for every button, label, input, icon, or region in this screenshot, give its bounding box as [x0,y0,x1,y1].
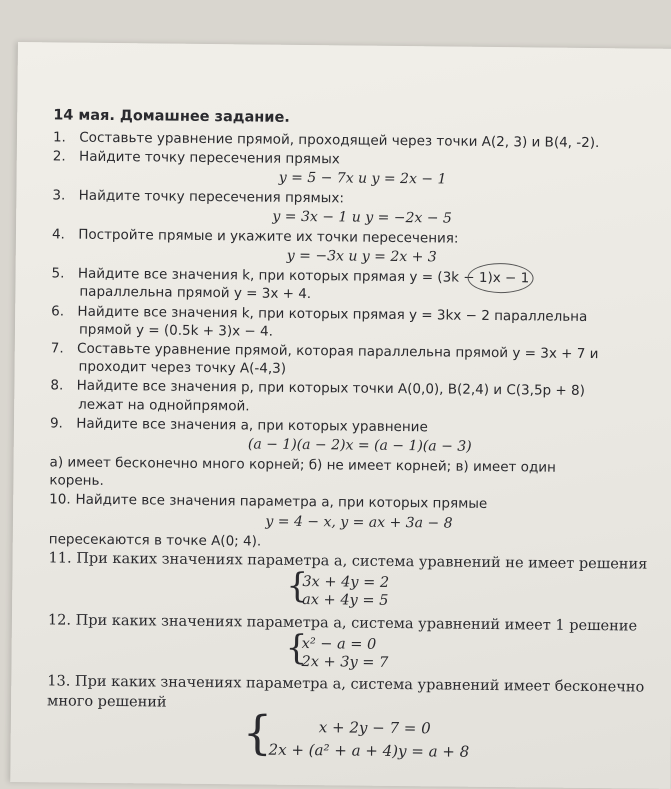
task-text: Найдите все значения p, при которых точки A(0,0), B(2,4) и C(3,5p + 8) [76,378,585,400]
task-text: Найдите точку пересечения прямых: [78,187,344,207]
task-number: 6. [51,302,65,320]
task-text-continued: а) имеет бесконечно много корней; б) не имеет корней; в) имеет один [49,454,556,476]
equation-line: ax + 4y = 5 [302,592,389,610]
task-12 [47,611,668,675]
homework-sheet [46,106,671,769]
task-8 [50,377,670,420]
task-formula: y = 4 − x, y = ax + 3a − 8 [265,513,453,532]
equation-line: { x + 2y − 7 = 0 [318,718,431,738]
pen-circle-mark [467,263,533,294]
task-number: 13. [47,673,71,690]
task-text: При каких значениях параметра a, система уравнений имеет 1 решение [75,612,638,635]
task-number: 4. [51,226,65,243]
task-number: 11. [48,550,72,567]
task-formula: y = −3x и y = 2x + 3 [286,248,437,266]
task-formula: y = 5 − 7x и y = 2x − 1 [278,169,447,188]
task-11 [48,549,669,613]
task-text: Найдите все значения параметра a, при которых прямые [75,492,488,513]
task-text: Составьте уравнение прямой, которая параллельна прямой y = 3x + 7 и [77,340,599,363]
task-text: Найдите все значения k, при которых прямая y = (3k − 1)x − 1 [77,265,530,287]
equation-system [289,635,667,675]
task-text: Постройте прямые и укажите их точки пересечения: [78,226,459,247]
task-13 [46,673,667,766]
task-text: Найдите все значения a, при которых уравнение [76,415,428,436]
task-7 [51,339,671,382]
task-text: При каких значениях параметра a, система уравнений не имеет решения [76,550,648,573]
task-number: 9. [49,415,63,432]
task-2 [53,147,671,192]
task-text-continued: параллельна прямой y = 3x + 4. [79,283,312,303]
task-number: 10. [49,491,71,508]
equation-line: 2x + 3y = 7 [301,654,389,672]
task-number: 8. [50,377,64,394]
equation-line: 2x + (a² + a + 4)y = a + 8 [268,740,470,761]
task-number: 2. [52,148,66,165]
task-formula: y = 3x − 1 и y = −2x − 5 [272,208,452,227]
task-text: Составьте уравнение прямой, проходящей через точки A(2, 3) и B(4, -2). [79,129,600,151]
task-9 [49,414,670,496]
equation-line: { 3x + 4y = 2 [302,574,390,592]
task-text: Найдите точку пересечения прямых [79,148,340,168]
task-6 [51,302,671,345]
page-title: 14 мая. Домашнее задание. [53,107,290,126]
equation-system [246,716,666,765]
task-number: 3. [52,187,66,204]
task-3 [52,186,671,231]
task-number: 1. [52,128,66,146]
task-4 [52,225,671,270]
task-10 [49,491,670,555]
task-text: При каких значениях параметра a, система уравнений имеет бесконечно [74,673,645,696]
task-text-continued: пересекаются в точке A(0; 4). [48,530,262,550]
equation-line: { x² − a = 0 [301,636,377,653]
task-text-continued: проходит через точку A(-4,3) [78,358,287,378]
task-text-continued: много решений [47,693,167,711]
task-5 [51,264,671,307]
task-formula: (a − 1)(a − 2)x = (a − 1)(a − 3) [247,436,472,455]
task-number: 7. [50,340,64,357]
task-number: 5. [51,265,65,282]
task-text: Найдите все значения k, при которых прямая y = 3kx − 2 параллельна [77,303,588,325]
task-text-continued: лежат на однойпрямой. [78,396,250,415]
task-number: 12. [47,611,72,629]
task-text-continued: прямой y = (0.5k + 3)x − 4. [78,321,274,340]
paper-sheet [10,42,671,789]
task-text-continued-2: корень. [49,472,104,490]
equation-system [290,573,668,613]
